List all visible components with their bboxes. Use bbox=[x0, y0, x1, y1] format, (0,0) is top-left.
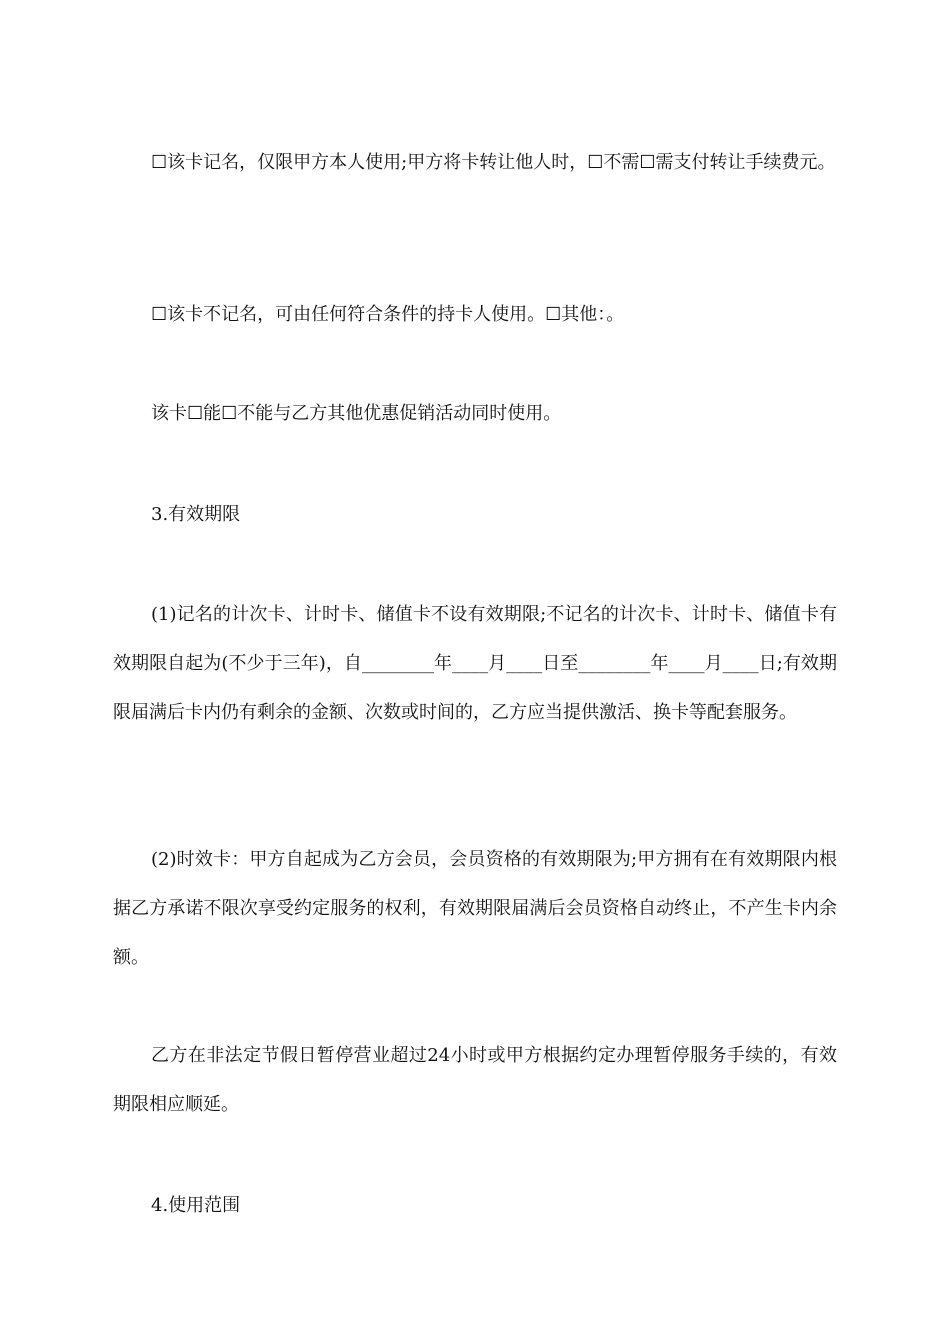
paragraph-suspension-extension: 乙方在非法定节假日暂停营业超过24小时或甲方根据约定办理暂停服务手续的，有效期限相应顺延。 bbox=[113, 1045, 837, 1115]
paragraph-validity-clause-1: (1)记名的计次卡、计时卡、储值卡不设有效期限;不记名的计次卡、计时卡、储值卡有效期限自起为(不少于三年)，自________年____月____日至________年____月____日;有效期限届满后卡内仍有剩余的金额、次数或时间的，乙方应当提供激活、换卡等配套服务。 bbox=[113, 604, 837, 723]
paragraph-promotion-use: 该卡☐能☐不能与乙方其他优惠促销活动同时使用。 bbox=[151, 403, 562, 424]
paragraph-named-card: ☐该卡记名，仅限甲方本人使用;甲方将卡转让他人时，☐不需☐需支付转让手续费元。 bbox=[151, 152, 836, 173]
paragraph-unnamed-card: ☐该卡不记名，可由任何符合条件的持卡人使用。☐其他：。 bbox=[151, 304, 625, 325]
section-heading-scope: 4.使用范围 bbox=[151, 1195, 241, 1216]
section-heading-validity: 3.有效期限 bbox=[151, 504, 241, 525]
paragraph-validity-clause-2: (2)时效卡：甲方自起成为乙方会员，会员资格的有效期限为;甲方拥有在有效期限内根据乙方承诺不限次享受约定服务的权利，有效期限届满后会员资格自动终止，不产生卡内余额。 bbox=[113, 849, 837, 968]
